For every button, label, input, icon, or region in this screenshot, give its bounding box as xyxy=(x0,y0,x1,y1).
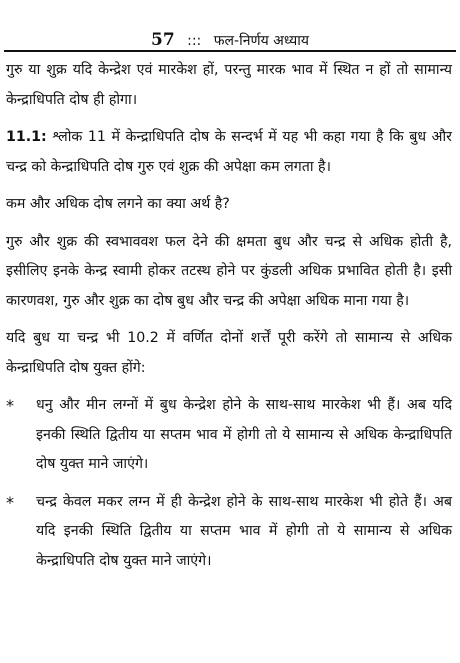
page-number: 57 xyxy=(151,30,175,50)
header-separator: ::: xyxy=(187,33,202,49)
paragraph-1: गुरु या शुक्र यदि केन्द्रेश एवं मारकेश हों, परन्तु मारक भाव में स्थित न हों तो सामान्य केन्द्राधिपति दोष ही होगा। xyxy=(6,62,452,108)
header-rule xyxy=(4,50,456,52)
page-header xyxy=(0,29,460,51)
paragraph-2 xyxy=(6,123,452,182)
list-item xyxy=(6,391,452,480)
list-item-text: धनु और मीन लग्नों में बुध केन्द्रेश होने के साथ-साथ मारकेश भी हैं। अब यदि इनकी स्थिति द्वितीय या सप्तम भाव में होगी तो ये सामान्य से अधिक केन्द्राधिपति दोष युक्त माने जाएंगे। xyxy=(36,397,452,472)
paragraph-2-text: श्लोक 11 में केन्द्राधिपति दोष के सन्दर्भ में यह भी कहा गया है कि बुध और चन्द्र को केन्द्राधिपति दोष गुरु एवं शुक्र की अपेक्षा कम लगता है। xyxy=(6,129,452,175)
question-paragraph: कम और अधिक दोष लगने का क्या अर्थ है? xyxy=(6,196,230,212)
list-item xyxy=(6,488,452,577)
verse-reference: 11.1: xyxy=(6,129,47,145)
paragraph-5: यदि बुध या चन्द्र भी 10.2 में वर्णित दोनों शर्त्तें पूरी करेंगे तो सामान्य से अधिक केन्द्राधिपति दोष युक्त होंगे: xyxy=(6,330,452,376)
list-item-text: चन्द्र केवल मकर लग्न में ही केन्द्रेश होने के साथ-साथ मारकेश भी होते हैं। अब यदि इनकी स्थिति द्वितीय या सप्तम भाव में होगी तो ये सामान्य से अधिक केन्द्राधिपति दोष युक्त माने जाएंगे। xyxy=(36,493,452,569)
chapter-title: फल-निर्णय अध्याय xyxy=(213,33,309,49)
bullet-mark: * xyxy=(6,396,14,415)
bullet-mark: * xyxy=(6,492,14,512)
paragraph-4: गुरु और शुक्र की स्वभाववश फल देने की क्षमता बुध और चन्द्र से अधिक होती है, इसीलिए इनके केन्द्र स्वामी होकर तटस्थ होने पर कुंडली अधिक प्रभावित होती है। इसी कारणवश, गुरु और शुक्र का दोष बुध और चन्द्र की अपेक्षा अधिक माना गया है। xyxy=(6,233,452,309)
page-body xyxy=(6,56,452,576)
